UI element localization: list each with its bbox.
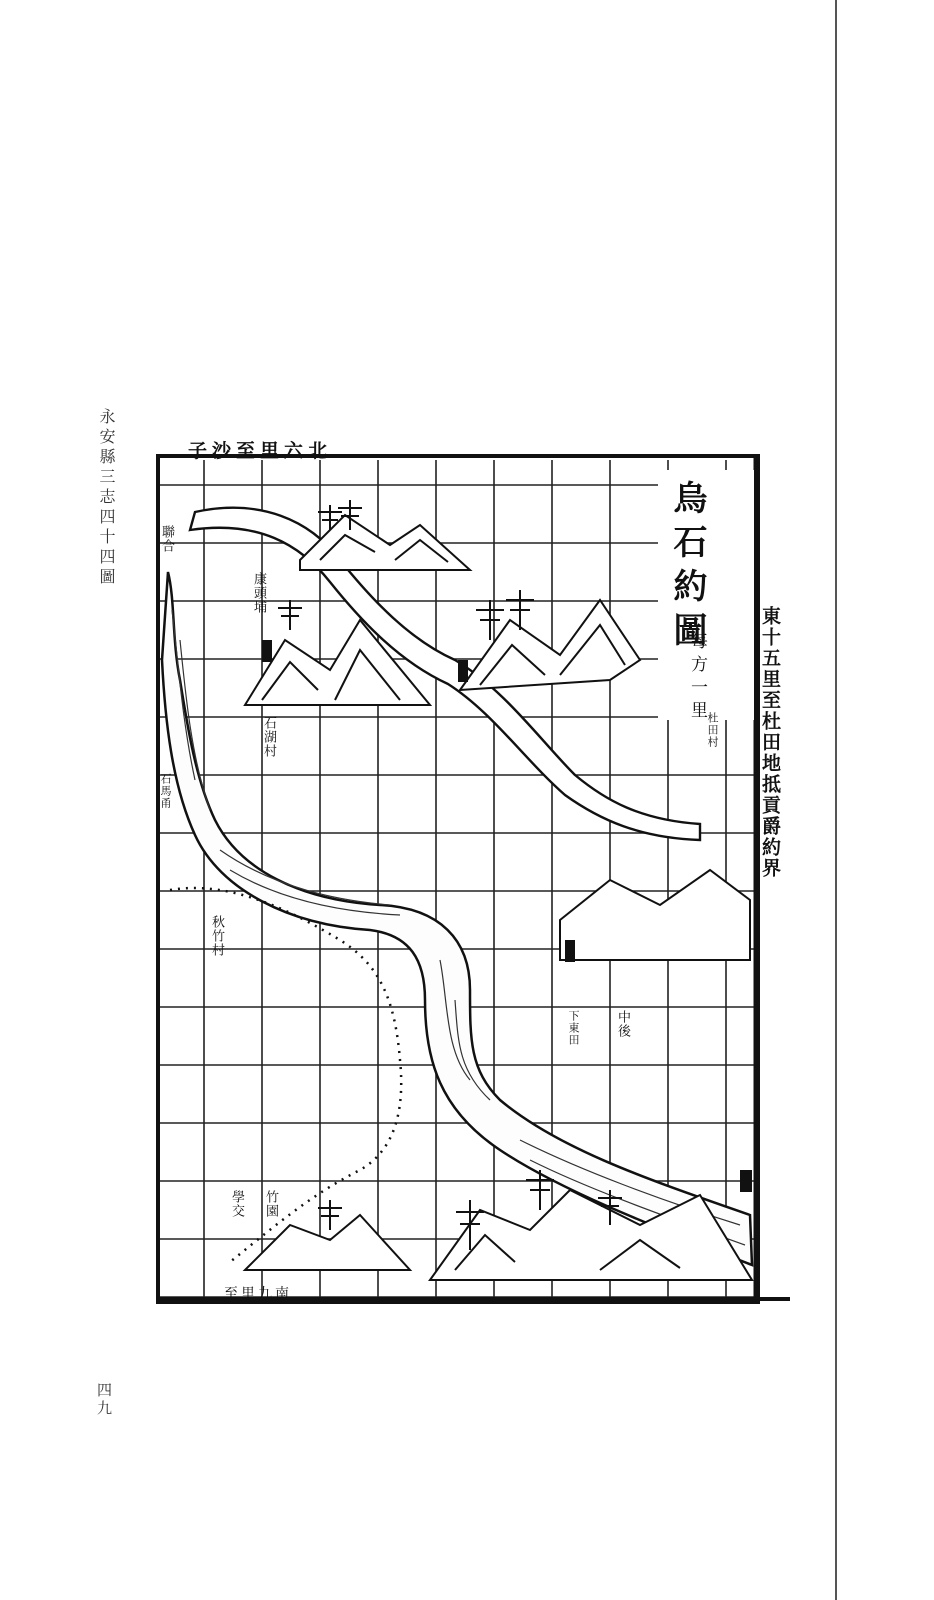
running-title: 永安縣三志四十四圖	[97, 408, 116, 588]
label-shimayong: 石馬甬	[159, 773, 172, 809]
mountain-group-east	[560, 870, 750, 960]
north-boundary-note: 北六里至沙子	[188, 440, 333, 462]
map-scale: 每方一里	[687, 632, 707, 724]
map-title: 烏石約圖	[667, 480, 707, 656]
label-zhonghou: 中後	[615, 1010, 630, 1038]
label-qiucun: 秋竹村	[209, 915, 224, 957]
label-shihucun: 石湖村	[261, 716, 276, 758]
tree-marks	[278, 500, 622, 1250]
mountain-group-right	[460, 600, 640, 690]
east-boundary-note: 東十五里至杜田地抵貢爵約界	[759, 606, 781, 879]
label-xiatian: 下東田	[567, 1010, 580, 1046]
label-lianhe: 聯合	[159, 525, 174, 553]
label-zhuyuan: 竹園	[263, 1190, 278, 1218]
label-kangtoupu: 康頭埔	[251, 572, 266, 614]
label-xuejiao: 學交	[229, 1190, 244, 1218]
page-number: 四九	[95, 1382, 113, 1418]
south-boundary-note: 南九里至	[224, 1286, 292, 1302]
label-dutiancun: 杜田村	[706, 712, 719, 748]
